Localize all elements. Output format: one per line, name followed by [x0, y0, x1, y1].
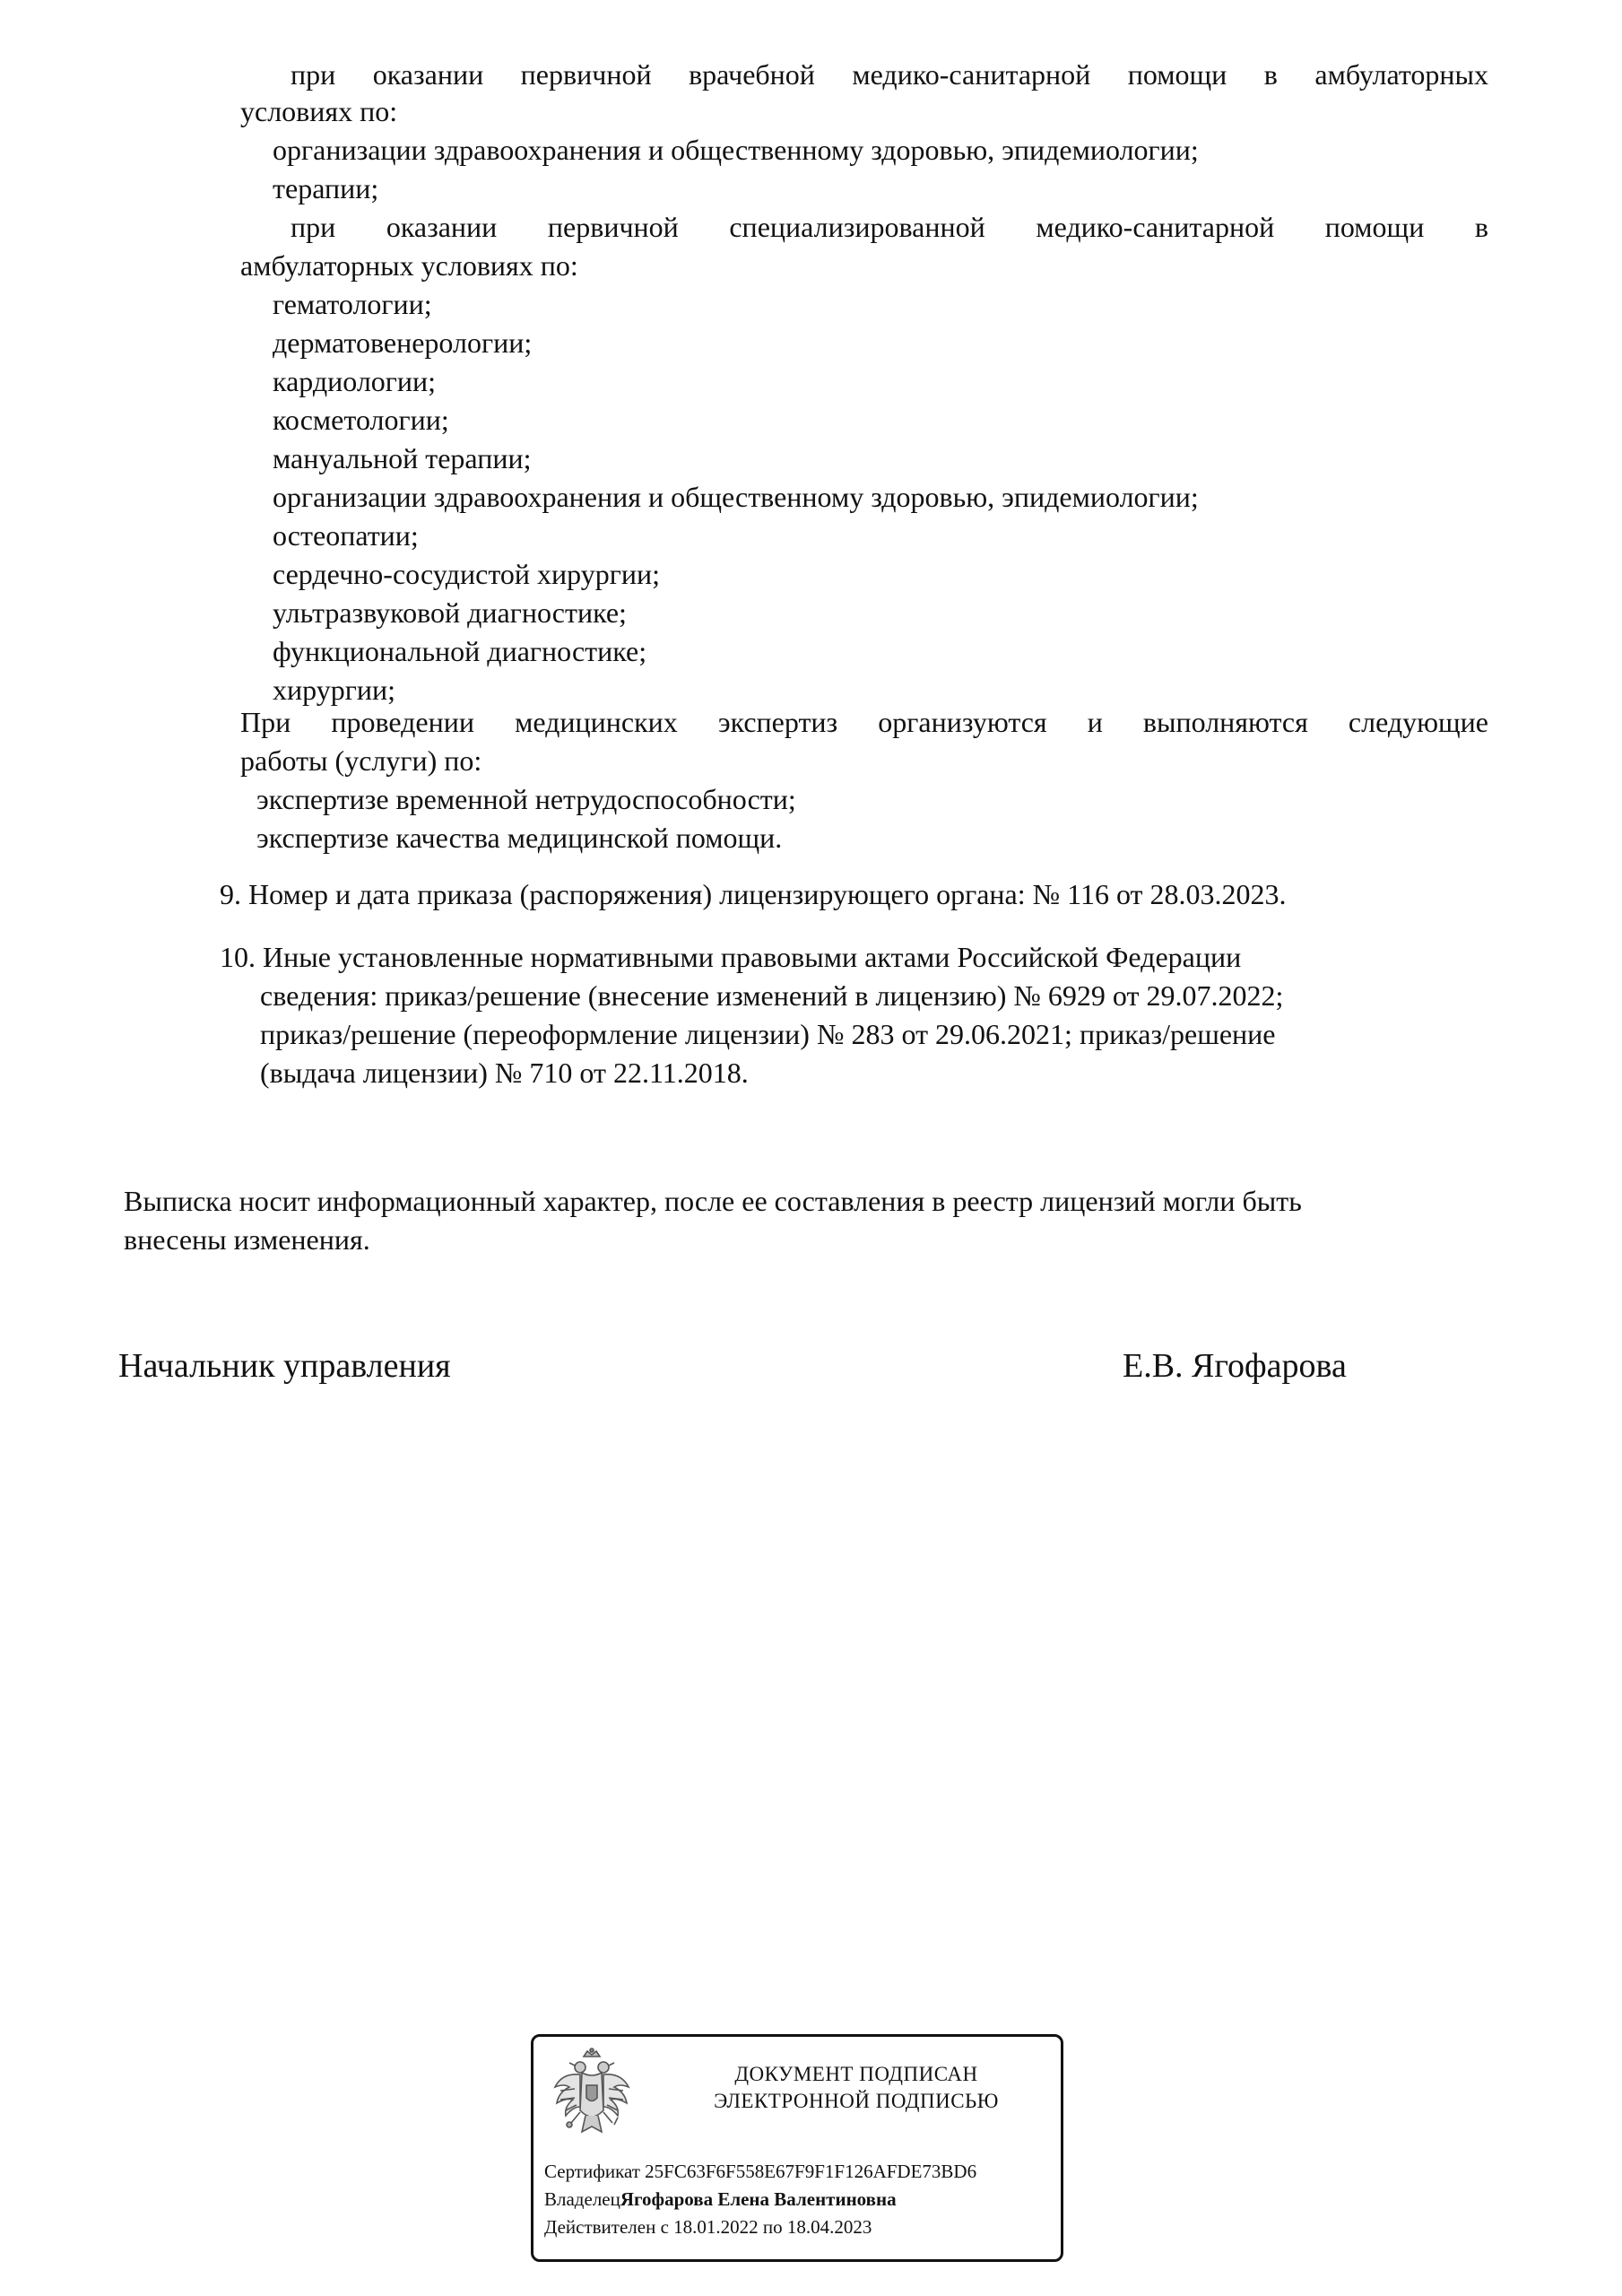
notice-line1: Выписка носит информационный характер, после ее составления в реестр лицензий могли быть — [124, 1185, 1302, 1217]
item-10-line3: приказ/решение (переоформление лицензии) № 283 от 29.06.2021; приказ/решение — [260, 1018, 1276, 1050]
stamp-validity: Действителен с 18.01.2022 по 18.04.2023 — [544, 2216, 872, 2238]
certificate-label: Сертификат — [544, 2161, 640, 2182]
item-10-line4: (выдача лицензии) № 710 от 22.11.2018. — [260, 1057, 749, 1089]
list-item: косметологии; — [273, 404, 449, 436]
item-10-line2: сведения: приказ/решение (внесение изменений в лицензию) № 6929 от 29.07.2022; — [260, 979, 1284, 1012]
list-item: экспертизе качества медицинской помощи. — [256, 822, 783, 854]
list-item: организации здравоохранения и общественному здоровью, эпидемиологии; — [273, 134, 1199, 166]
specialized-care-intro-line2: амбулаторных условиях по: — [240, 249, 578, 282]
certificate-value: 25FC63F6F558E67F9F1F126AFDE73BD6 — [645, 2161, 977, 2182]
primary-care-intro-line1: при оказании первичной врачебной медико-санитарной помощи в амбулаторных — [291, 58, 1488, 91]
electronic-signature-stamp — [531, 2034, 1063, 2262]
list-item: ультразвуковой диагностике; — [273, 596, 627, 629]
stamp-title-line1: ДОКУМЕНТ ПОДПИСАН — [734, 2063, 978, 2085]
stamp-certificate — [544, 2160, 976, 2183]
owner-label: Владелец — [544, 2188, 620, 2210]
specialized-care-intro-line1: при оказании первичной специализированной медико-санитарной помощи в — [291, 211, 1488, 243]
owner-value: Ягофарова Елена Валентиновна — [620, 2188, 897, 2210]
list-item: экспертизе временной нетрудоспособности; — [256, 783, 796, 815]
primary-care-intro-line2: условиях по: — [240, 95, 398, 127]
list-item: функциональной диагностике; — [273, 635, 647, 667]
list-item: сердечно-сосудистой хирургии; — [273, 558, 660, 590]
list-item: дерматовенерологии; — [273, 326, 533, 359]
signatory-name: Е.В. Ягофарова — [1123, 1347, 1347, 1385]
stamp-owner — [544, 2187, 897, 2211]
list-item: остеопатии; — [273, 519, 419, 552]
signatory-position: Начальник управления — [118, 1347, 451, 1385]
list-item: организации здравоохранения и общественному здоровью, эпидемиологии; — [273, 481, 1199, 513]
expertise-intro-line2: работы (услуги) по: — [240, 744, 482, 777]
list-item: мануальной терапии; — [273, 442, 532, 474]
list-item: терапии; — [273, 172, 379, 204]
list-item: гематологии; — [273, 288, 432, 320]
notice-line2: внесены изменения. — [124, 1223, 370, 1256]
item-9-order: 9. Номер и дата приказа (распоряжения) лицензирующего органа: № 116 от 28.03.2023. — [220, 878, 1287, 910]
list-item: хирургии; — [273, 674, 395, 706]
list-item: кардиологии; — [273, 365, 437, 397]
russian-coat-of-arms-icon — [550, 2048, 634, 2141]
item-10-line1: 10. Иные установленные нормативными правовыми актами Российской Федерации — [220, 941, 1242, 973]
stamp-title-line2: ЭЛЕКТРОННОЙ ПОДПИСЬЮ — [714, 2090, 999, 2112]
expertise-intro-line1: При проведении медицинских экспертиз организуются и выполняются следующие — [240, 706, 1488, 738]
